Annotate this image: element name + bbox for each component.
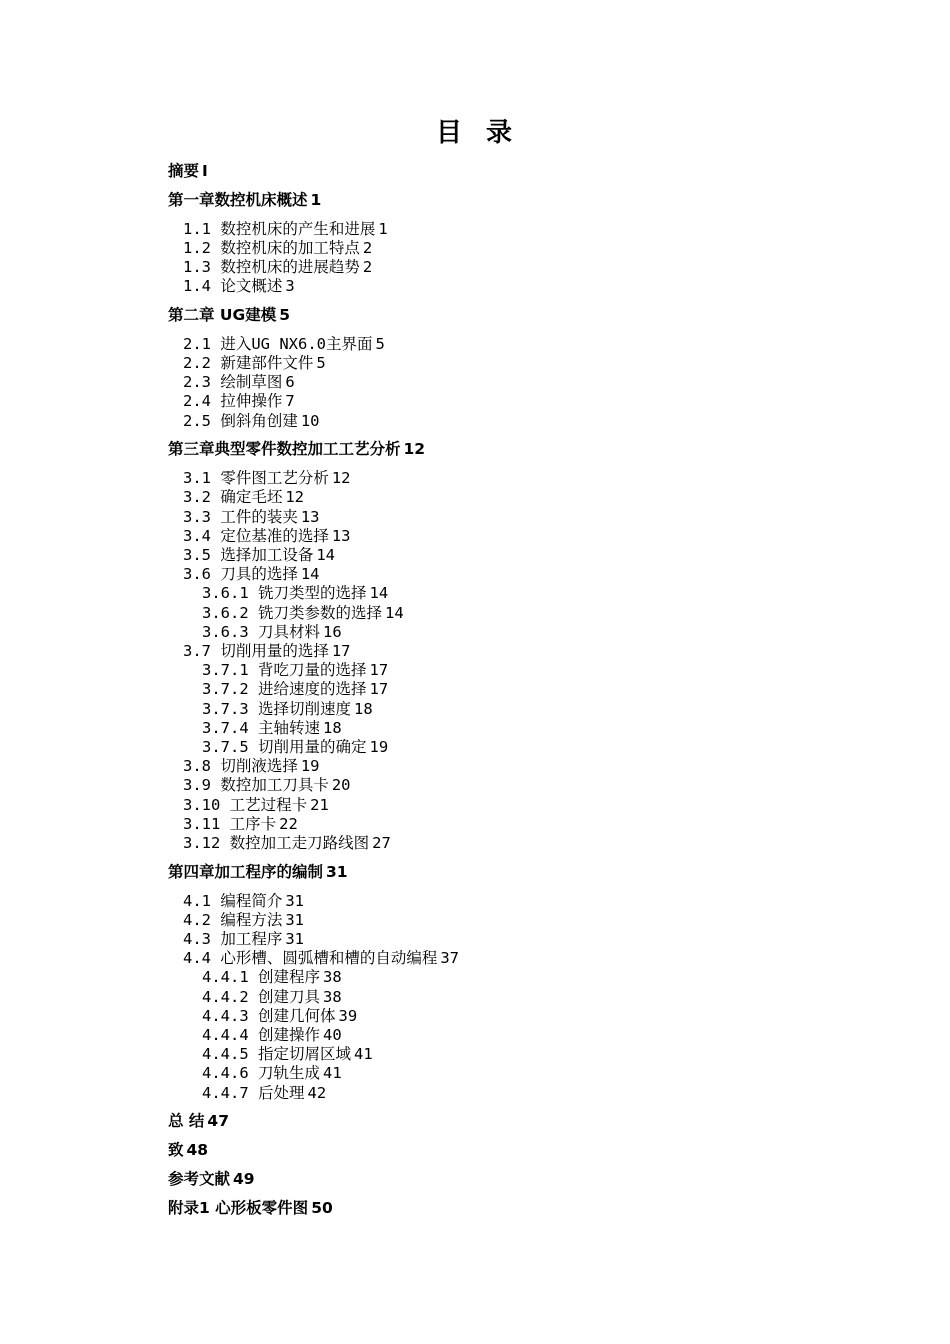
- table-of-contents: [168, 162, 888, 1218]
- toc-entry-page: 22: [279, 814, 298, 833]
- toc-entry[interactable]: [168, 700, 888, 719]
- toc-entry-title: 第四章加工程序的编制: [168, 862, 324, 881]
- toc-entry-page: 31: [285, 930, 304, 949]
- page-title: [0, 112, 950, 149]
- toc-entry-page: 5: [316, 354, 326, 372]
- toc-entry-title: 3.7.5 切削用量的确定: [202, 738, 367, 757]
- toc-entry-title: 摘要: [168, 162, 200, 180]
- toc-entry-page: 3: [285, 277, 295, 296]
- toc-entry-page: 18: [323, 718, 342, 737]
- toc-entry-page: 17: [369, 661, 389, 680]
- toc-entry-page: 47: [207, 1112, 229, 1131]
- toc-entry-page: 20: [331, 776, 351, 795]
- toc-entry[interactable]: [168, 354, 888, 373]
- toc-entry[interactable]: [168, 412, 888, 431]
- toc-entry-title: 3.6.3 刀具材料: [202, 622, 320, 641]
- toc-entry[interactable]: [168, 220, 888, 239]
- toc-entry[interactable]: [168, 1045, 888, 1064]
- toc-chapter-entry[interactable]: [168, 1141, 888, 1160]
- toc-entry-title: 3.7 切削用量的选择: [183, 642, 329, 661]
- toc-entry-page: 1: [310, 190, 322, 209]
- toc-entry-page: 17: [331, 642, 351, 661]
- toc-entry-title: 3.6.1 铣刀类型的选择: [202, 584, 367, 603]
- toc-chapter-entry[interactable]: [168, 1170, 888, 1189]
- toc-entry-page: 31: [285, 910, 304, 929]
- toc-entry-page: 2: [362, 258, 373, 276]
- toc-entry-title: 3.3 工件的装夹: [183, 507, 298, 526]
- toc-entry[interactable]: [168, 239, 888, 258]
- toc-entry-page: 5: [375, 334, 385, 353]
- toc-entry[interactable]: [168, 776, 888, 795]
- toc-entry[interactable]: [168, 1084, 888, 1103]
- toc-entry[interactable]: [168, 719, 888, 738]
- toc-entry-title: 3.9 数控加工刀具卡: [183, 776, 329, 795]
- toc-entry-title: 4.4.2 创建刀具: [202, 987, 320, 1006]
- toc-entry[interactable]: [168, 930, 888, 949]
- toc-entry-title: 2.1 进入UG NX6.0主界面: [183, 334, 373, 353]
- toc-entry-title: 3.7.3 选择切削速度: [202, 699, 351, 718]
- toc-entry-page: 6: [285, 373, 295, 392]
- toc-entry-page: 18: [354, 699, 373, 718]
- toc-chapter-entry[interactable]: [168, 440, 888, 459]
- toc-entry-page: 21: [310, 795, 329, 814]
- toc-chapter-entry[interactable]: [168, 162, 888, 181]
- toc-entry-title: 参考文献: [168, 1170, 231, 1189]
- toc-chapter-entry[interactable]: [168, 863, 888, 882]
- toc-entry-page: 14: [316, 546, 335, 565]
- toc-entry[interactable]: [168, 392, 888, 411]
- toc-entry-title: 1.2 数控机床的加工特点: [183, 238, 360, 257]
- toc-chapter-entry[interactable]: [168, 306, 888, 325]
- toc-entry-page: 39: [338, 1006, 358, 1025]
- toc-entry[interactable]: [168, 1007, 888, 1026]
- toc-entry-page: 38: [323, 968, 342, 987]
- toc-entry[interactable]: [168, 623, 888, 642]
- toc-entry[interactable]: [168, 373, 888, 392]
- toc-entry[interactable]: [168, 1064, 888, 1083]
- toc-entry-title: 总 结: [168, 1112, 205, 1131]
- toc-chapter-entry[interactable]: [168, 191, 888, 210]
- toc-entry[interactable]: [168, 584, 888, 603]
- title-char-1: 目: [435, 118, 464, 148]
- toc-entry-page: 49: [233, 1170, 255, 1189]
- toc-entry-page: 1: [378, 219, 388, 238]
- toc-entry-page: 50: [311, 1198, 333, 1217]
- toc-entry[interactable]: [168, 757, 888, 776]
- toc-entry[interactable]: [168, 258, 888, 277]
- toc-entry-title: 4.4 心形槽、圆弧槽和槽的自动编程: [183, 949, 438, 968]
- toc-entry[interactable]: [168, 968, 888, 987]
- toc-entry-title: 第二章 UG建模: [168, 306, 277, 324]
- toc-entry-title: 1.1 数控机床的产生和进展: [183, 219, 376, 238]
- toc-entry-title: 3.6.2 铣刀类参数的选择: [202, 603, 382, 622]
- toc-entry-page: 7: [285, 392, 295, 411]
- toc-entry[interactable]: [168, 277, 888, 296]
- toc-entry[interactable]: [168, 796, 888, 815]
- toc-entry-page: 13: [331, 526, 351, 545]
- toc-entry-title: 1.3 数控机床的进展趋势: [183, 258, 360, 276]
- toc-entry-title: 3.10 工艺过程卡: [183, 795, 308, 814]
- toc-entry-title: 2.5 倒斜角创建: [183, 411, 298, 430]
- toc-entry-page: I: [202, 162, 208, 180]
- toc-entry-title: 4.2 编程方法: [183, 910, 283, 929]
- toc-entry-title: 3.5 选择加工设备: [183, 546, 314, 565]
- toc-entry-title: 4.3 加工程序: [183, 930, 283, 949]
- toc-entry-page: 2: [362, 238, 373, 257]
- toc-entry-title: 1.4 论文概述: [183, 277, 283, 296]
- toc-entry[interactable]: [168, 661, 888, 680]
- toc-entry-title: 4.4.7 后处理: [202, 1083, 305, 1102]
- toc-entry-title: 2.3 绘制草图: [183, 373, 283, 392]
- toc-entry[interactable]: [168, 834, 888, 853]
- toc-entry-page: 16: [323, 622, 342, 641]
- toc-entry[interactable]: [168, 738, 888, 757]
- toc-entry-title: 3.6 刀具的选择: [183, 565, 298, 584]
- toc-entry-page: 19: [300, 757, 320, 776]
- toc-entry-page: 42: [307, 1083, 327, 1102]
- toc-entry[interactable]: [168, 469, 888, 488]
- toc-entry[interactable]: [168, 815, 888, 834]
- toc-entry-title: 4.4.4 创建操作: [202, 1026, 320, 1045]
- toc-entry[interactable]: [168, 988, 888, 1007]
- toc-entry-title: 3.12 数控加工走刀路线图: [183, 834, 370, 853]
- toc-entry-title: 3.7.4 主轴转速: [202, 718, 320, 737]
- toc-entry[interactable]: [168, 546, 888, 565]
- toc-entry-title: 第三章典型零件数控加工工艺分析: [168, 440, 401, 459]
- toc-entry[interactable]: [168, 642, 888, 661]
- toc-chapter-entry[interactable]: [168, 1199, 888, 1218]
- toc-entry-page: 12: [285, 488, 304, 507]
- toc-entry-title: 4.4.6 刀轨生成: [202, 1064, 320, 1083]
- toc-chapter-entry[interactable]: [168, 1112, 888, 1131]
- toc-entry-page: 31: [285, 891, 304, 910]
- toc-entry-page: 27: [372, 834, 391, 853]
- toc-entry[interactable]: [168, 892, 888, 911]
- toc-entry[interactable]: [168, 911, 888, 930]
- toc-entry-title: 3.7.1 背吃刀量的选择: [202, 661, 367, 680]
- toc-entry-page: 12: [331, 469, 351, 488]
- toc-entry-page: 14: [369, 584, 389, 603]
- toc-entry-page: 38: [323, 987, 342, 1006]
- toc-entry[interactable]: [168, 1026, 888, 1045]
- toc-entry-page: 40: [323, 1026, 342, 1045]
- toc-entry-page: 41: [354, 1045, 373, 1064]
- toc-entry-page: 31: [326, 862, 348, 881]
- toc-entry-page: 5: [279, 306, 291, 324]
- toc-entry-title: 第一章数控机床概述: [168, 190, 308, 209]
- title-char-2: 录: [486, 118, 515, 148]
- toc-entry[interactable]: [168, 949, 888, 968]
- toc-entry-title: 2.4 拉伸操作: [183, 392, 283, 411]
- toc-entry[interactable]: [168, 508, 888, 527]
- toc-entry-title: 4.1 编程简介: [183, 891, 283, 910]
- toc-entry-title: 致: [168, 1141, 184, 1160]
- toc-entry-title: 4.4.5 指定切屑区域: [202, 1045, 351, 1064]
- toc-entry-page: 12: [403, 440, 426, 459]
- toc-entry-page: 14: [300, 565, 320, 584]
- toc-entry-title: 附录1 心形板零件图: [168, 1198, 309, 1217]
- toc-entry-page: 37: [440, 949, 460, 968]
- toc-entry[interactable]: [168, 335, 888, 354]
- toc-entry-page: 13: [300, 507, 320, 526]
- toc-entry-page: 17: [369, 680, 389, 699]
- toc-entry-page: 14: [385, 603, 404, 622]
- toc-entry-title: 4.4.1 创建程序: [202, 968, 320, 987]
- toc-entry[interactable]: [168, 488, 888, 507]
- toc-entry-title: 3.8 切削液选择: [183, 757, 298, 776]
- toc-entry[interactable]: [168, 604, 888, 623]
- toc-entry[interactable]: [168, 680, 888, 699]
- toc-entry-title: 3.1 零件图工艺分析: [183, 469, 329, 488]
- toc-entry-title: 3.2 确定毛坯: [183, 488, 283, 507]
- toc-entry-title: 4.4.3 创建几何体: [202, 1006, 336, 1025]
- toc-entry-title: 3.11 工序卡: [183, 814, 277, 833]
- toc-entry[interactable]: [168, 565, 888, 584]
- toc-entry-title: 2.2 新建部件文件: [183, 354, 314, 372]
- toc-entry-page: 48: [186, 1141, 209, 1160]
- toc-entry-title: 3.7.2 进给速度的选择: [202, 680, 367, 699]
- toc-entry-page: 10: [300, 411, 320, 430]
- toc-entry-title: 3.4 定位基准的选择: [183, 526, 329, 545]
- toc-entry[interactable]: [168, 527, 888, 546]
- toc-entry-page: 19: [369, 738, 389, 757]
- toc-entry-page: 41: [323, 1064, 342, 1083]
